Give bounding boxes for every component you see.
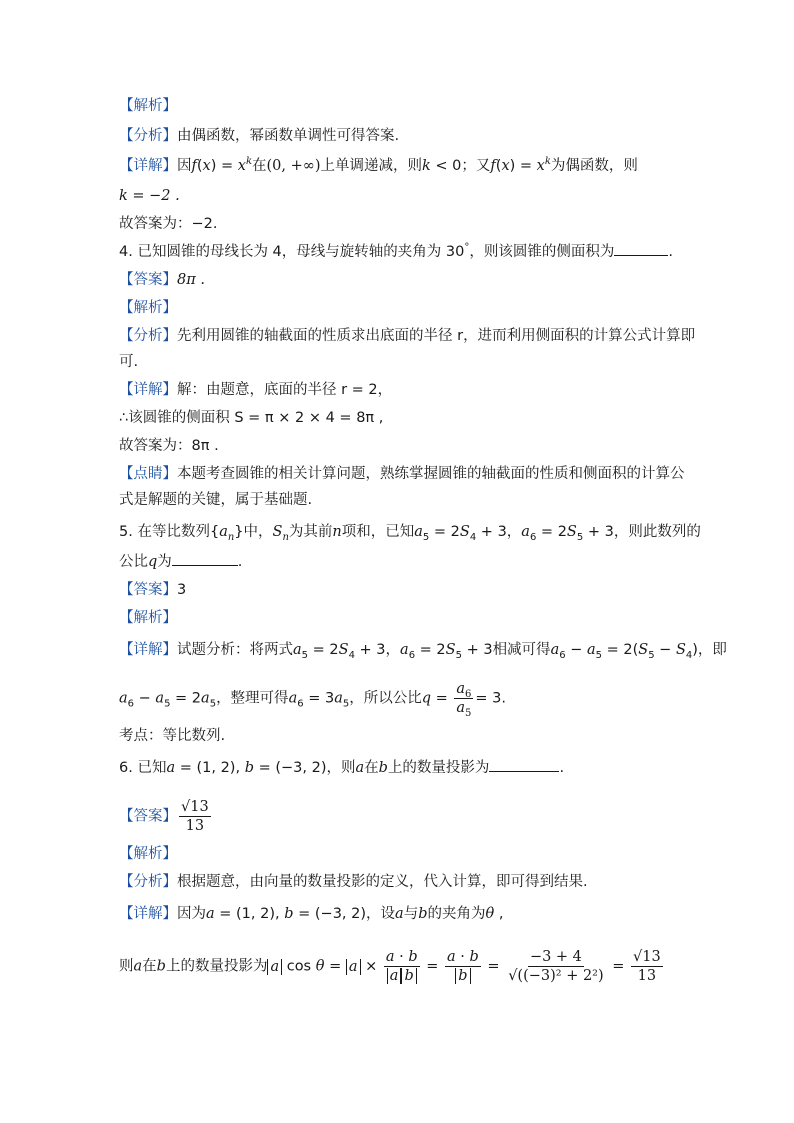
q6-detail: 【详解】因为a = (1, 2), b = (−3, 2)，设a与b的夹角为θ , — [119, 906, 504, 922]
q5-detail-line2: $a_6 - a_5 = 2a_5$，整理可得$a_6 = 3a_5$，所以公比q = $\frac{a_6}{a_5}$ = 3. — [119, 681, 507, 719]
q4-answer: 【答案】8π . — [119, 272, 205, 288]
q6-final-formula: 则a在b上的数量投影为 a cos θ = a × $\frac{a \cdot b}{\text{a b}}$ = $\frac{a \cdot b}{b}$ = $\frac{-3 + 4}{\text{√((−3)² + 2²)}}$ = $\frac{√13}{13}$ — [119, 949, 661, 984]
q4-comment-line1: 【点睛】本题考查圆锥的相关计算问题，熟练掌握圆锥的轴截面的性质和侧面积的计算公 — [119, 466, 685, 482]
q4-stem: 4. 已知圆锥的母线长为 4，母线与旋转轴的夹角为 30°，则该圆锥的侧面积为 . — [119, 242, 673, 260]
q4-comment-line2: 式是解题的关键，属于基础题. — [119, 492, 313, 508]
analysis-heading: 【解析】 — [119, 98, 177, 114]
q6-answer: 【答案】 $\frac{√13}{13}$ — [119, 799, 209, 834]
q3-conclusion: 故答案为：−2. — [119, 216, 218, 232]
q4-detail: 【详解】解：由题意，底面的半径 r = 2， — [119, 382, 393, 398]
q3-k-value: k = −2 . — [119, 188, 180, 204]
q5-answer: 【答案】3 — [119, 582, 187, 598]
q5-stem-line1: 5. 在等比数列$\{a_n\}$中，$S_n$为其前n项和，已知$a_5 = 2S_4 + 3$，$a_6 = 2S_5 + 3$，则此数列的 — [119, 524, 701, 543]
q4-fenxi-line1: 【分析】先利用圆锥的轴截面的性质求出底面的半径 r，进而利用侧面积的计算公式计算即 — [119, 328, 696, 344]
q6-analysis-heading: 【解析】 — [119, 846, 177, 862]
q5-detail-line1: 【详解】试题分析：将两式$a_5 = 2S_4 + 3$，$a_6 = 2S_5 + 3$相减可得$a_6 - a_5 = 2(S_5 - S_4)$，即 — [119, 642, 727, 661]
q4-fenxi-line2: 可. — [119, 354, 139, 370]
q6-fenxi: 【分析】根据题意，由向量的数量投影的定义，代入计算，即可得到结果. — [119, 874, 588, 890]
q5-kaodian: 考点：等比数列. — [119, 728, 226, 744]
q6-stem: 6. 已知a = (1, 2), b = (−3, 2)，则a在b上的数量投影为 . — [119, 760, 565, 776]
q4-conclusion: 故答案为：8π . — [119, 438, 219, 454]
q4-therefore: ∴该圆锥的侧面积 S = π × 2 × 4 = 8π , — [119, 410, 384, 426]
answer-fraction: $\frac{√13}{13}$ — [181, 799, 209, 834]
q5-analysis-heading: 【解析】 — [119, 610, 177, 626]
q3-fenxi: 【分析】由偶函数，幂函数单调性可得答案. — [119, 128, 400, 144]
ratio-fraction: $\frac{a_6}{a_5}$ — [456, 681, 472, 719]
q5-stem-line2: 公比q为 . — [119, 554, 243, 570]
q3-detail: 【详解】因$f(x) = x^k$在(0, +∞)上单调递减，则k < 0；又$f(x) = x^k$为偶函数，则 — [119, 156, 638, 174]
q4-analysis-heading: 【解析】 — [119, 300, 177, 316]
